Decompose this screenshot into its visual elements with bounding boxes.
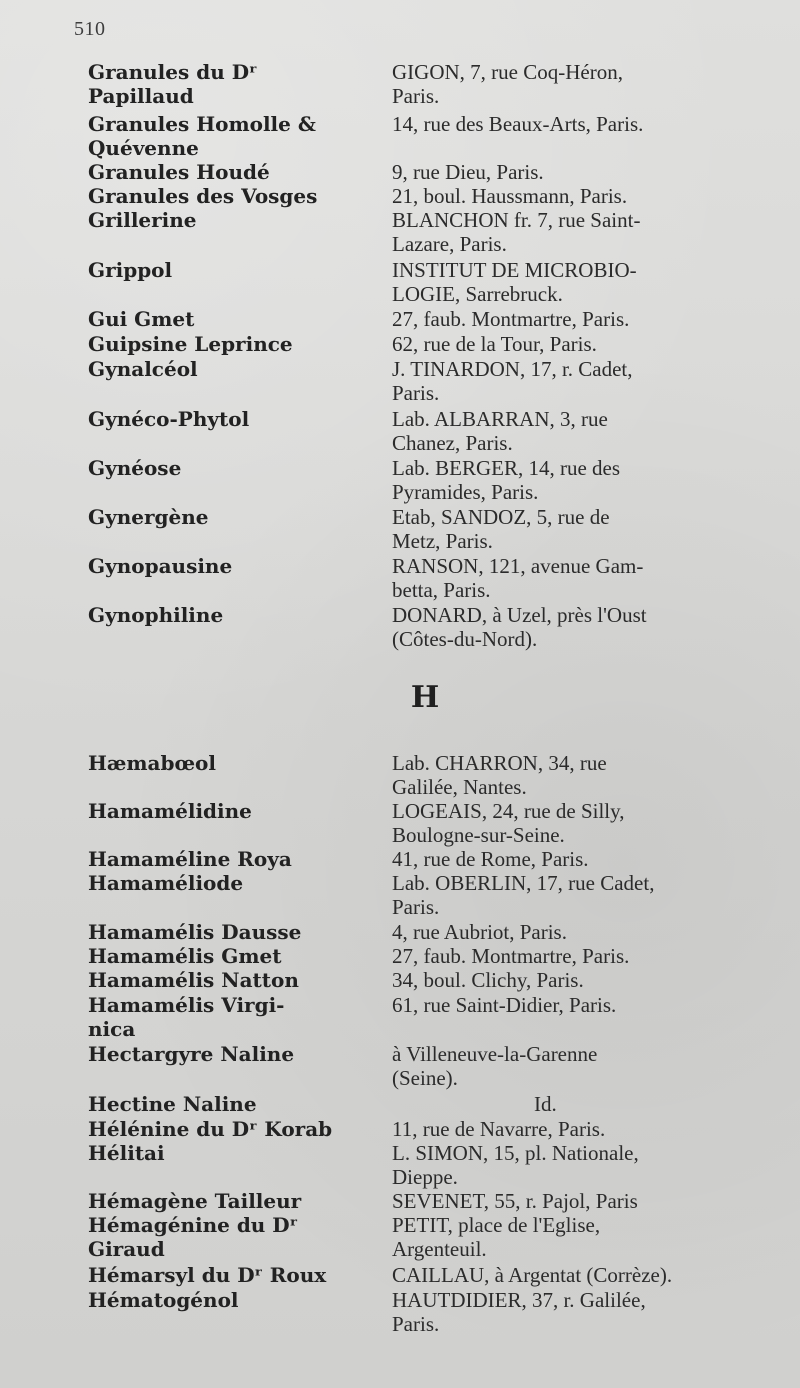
product-name: Hélénine du Dʳ Korab: [88, 1117, 333, 1141]
product-name: Grillerine: [88, 208, 197, 232]
product-name: Hectine Naline: [88, 1092, 257, 1116]
product-name: Gynéose: [88, 456, 182, 480]
product-address: LOGEAIS, 24, rue de Silly, Boulogne-sur-Seine.: [392, 799, 625, 847]
product-address: 27, faub. Montmartre, Paris.: [392, 944, 630, 968]
product-name: Hémarsyl du Dʳ Roux: [88, 1263, 327, 1287]
product-name: Gynergène: [88, 505, 209, 529]
product-address: Etab, SANDOZ, 5, rue de Metz, Paris.: [392, 505, 610, 553]
product-address: CAILLAU, à Argentat (Corrèze).: [392, 1263, 673, 1287]
product-name: Hamamélis Gmet: [88, 944, 282, 968]
product-name: Hamaméline Roya: [88, 847, 292, 871]
section-heading: H: [410, 680, 440, 715]
product-name: Grippol: [88, 258, 173, 282]
product-address: BLANCHON fr. 7, rue Saint- Lazare, Paris.: [392, 208, 641, 256]
product-address: INSTITUT DE MICROBIO- LOGIE, Sarrebruck.: [392, 258, 637, 306]
product-address: Lab. OBERLIN, 17, rue Cadet, Paris.: [392, 871, 655, 919]
product-name: Hamamélidine: [88, 799, 252, 823]
product-name: Granules du Dʳ Papillaud: [88, 60, 258, 108]
product-name: Hématogénol: [88, 1288, 239, 1312]
product-name: Gynophiline: [88, 603, 224, 627]
product-name: Granules Houdé: [88, 160, 270, 184]
product-name: Gynéco-Phytol: [88, 407, 250, 431]
product-address: à Villeneuve-la-Garenne (Seine).: [392, 1042, 598, 1090]
page-number: 510: [74, 18, 106, 40]
product-address: J. TINARDON, 17, r. Cadet, Paris.: [392, 357, 633, 405]
product-address: 62, rue de la Tour, Paris.: [392, 332, 597, 356]
product-address: 27, faub. Montmartre, Paris.: [392, 307, 630, 331]
product-address: 9, rue Dieu, Paris.: [392, 160, 544, 184]
product-address: HAUTDIDIER, 37, r. Galilée, Paris.: [392, 1288, 646, 1336]
product-name: Hamamélis Natton: [88, 968, 299, 992]
product-address: 11, rue de Navarre, Paris.: [392, 1117, 606, 1141]
product-address: 61, rue Saint-Didier, Paris.: [392, 993, 617, 1017]
product-name: Hamamélis Virgi- nica: [88, 993, 285, 1041]
product-name: Hamaméliode: [88, 871, 244, 895]
product-name: Granules Homolle & Quévenne: [88, 112, 316, 160]
product-name: Hæmabœol: [88, 751, 216, 775]
product-address: Lab. ALBARRAN, 3, rue Chanez, Paris.: [392, 407, 608, 455]
product-address: 14, rue des Beaux-Arts, Paris.: [392, 112, 644, 136]
product-name: Hémagénine du Dʳ Giraud: [88, 1213, 298, 1261]
product-address: 34, boul. Clichy, Paris.: [392, 968, 584, 992]
product-address: 21, boul. Haussmann, Paris.: [392, 184, 628, 208]
product-address: DONARD, à Uzel, près l'Oust (Côtes-du-Nord).: [392, 603, 647, 651]
product-name: Granules des Vosges: [88, 184, 318, 208]
product-name: Gynalcéol: [88, 357, 198, 381]
product-name: Gui Gmet: [88, 307, 195, 331]
product-address: 41, rue de Rome, Paris.: [392, 847, 589, 871]
product-address: Id.: [534, 1092, 557, 1116]
product-address: Lab. BERGER, 14, rue des Pyramides, Paris.: [392, 456, 621, 504]
product-name: Hamamélis Dausse: [88, 920, 302, 944]
product-address: RANSON, 121, avenue Gam- betta, Paris.: [392, 554, 644, 602]
product-name: Guipsine Leprince: [88, 332, 293, 356]
product-address: PETIT, place de l'Eglise, Argenteuil.: [392, 1213, 601, 1261]
product-address: GIGON, 7, rue Coq-Héron, Paris.: [392, 60, 623, 108]
product-address: 4, rue Aubriot, Paris.: [392, 920, 567, 944]
product-address: L. SIMON, 15, pl. Nationale, Dieppe.: [392, 1141, 639, 1189]
product-name: Hémagène Tailleur: [88, 1189, 302, 1213]
product-name: Gynopausine: [88, 554, 233, 578]
product-name: Hélitai: [88, 1141, 165, 1165]
product-address: Lab. CHARRON, 34, rue Galilée, Nantes.: [392, 751, 607, 799]
product-name: Hectargyre Naline: [88, 1042, 295, 1066]
product-address: SEVENET, 55, r. Pajol, Paris: [392, 1189, 638, 1213]
